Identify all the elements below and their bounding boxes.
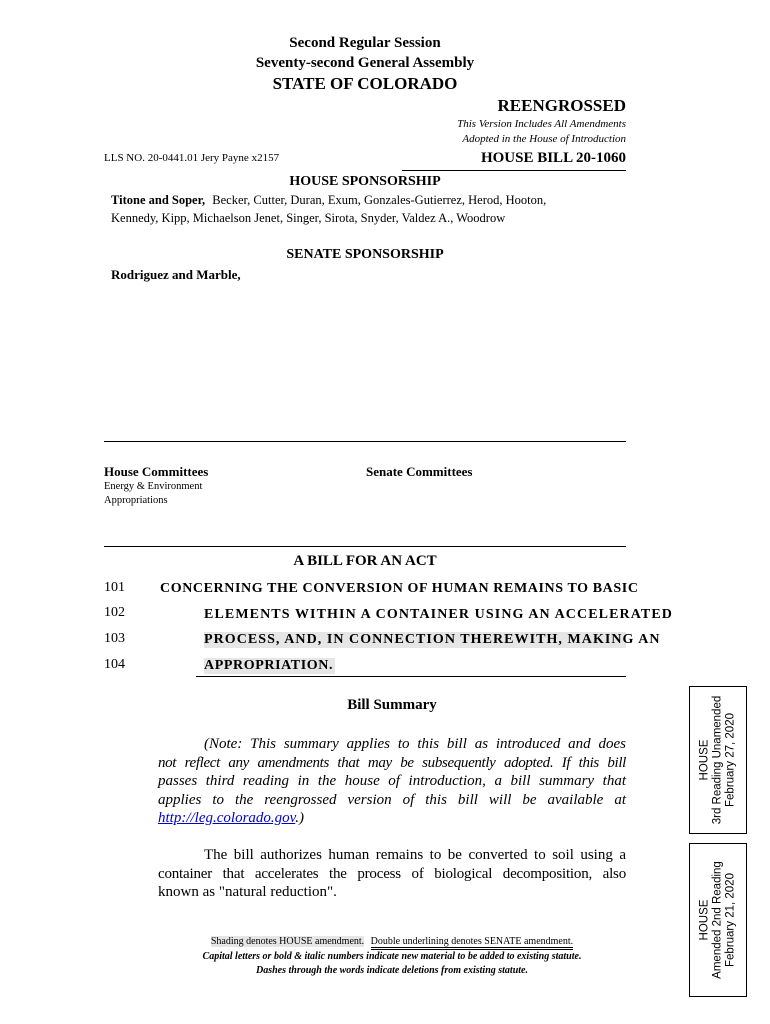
shading-note: Shading denotes HOUSE amendment. [210,936,365,947]
committees-top-rule [104,441,626,442]
stamp-date: February 21, 2020 [724,873,737,967]
senate-sponsorship-title: SENATE SPONSORSHIP [286,247,444,262]
bill-title-rule [196,676,626,677]
title-line: ELEMENTS WITHIN A CONTAINER USING AN ACCELERATED [204,607,674,622]
line-number: 102 [104,605,125,620]
summary-body [158,846,626,902]
bill-number: HOUSE BILL 20-1060 [480,150,626,166]
committees-bottom-rule [104,546,626,547]
house-cosponsors-line1: Becker, Cutter, Duran, Exum, Gonzales-Gutierrez, Herod, Hooton, [212,193,547,207]
stamp-chamber: HOUSE [698,739,711,781]
line-number: 101 [104,580,125,595]
stamp-chamber: HOUSE [698,899,711,941]
title-line: PROCESS, AND, IN CONNECTION THEREWITH, MAKING AN [204,632,661,647]
house-committees-title: House Committees [104,464,209,479]
summary-title: Bill Summary [347,697,437,713]
assembly-title: Seventy-second General Assembly [255,55,475,71]
summary-note-line: not reflect any amendments that may be subsequently adopted. If this bill [158,754,626,771]
title-line: CONCERNING THE CONVERSION OF HUMAN REMAINS TO BASIC [160,581,639,596]
title-line: APPROPRIATION. [204,658,334,673]
house-third-reading-stamp [689,686,747,834]
bill-status: REENGROSSED [497,96,626,115]
summary-body-line: container that accelerates the process of biological decomposition, also [158,865,626,882]
house-sponsorship-title: HOUSE SPONSORSHIP [289,174,441,189]
line-number: 104 [104,657,125,672]
session-title: Second Regular Session [289,35,441,51]
summary-note-line: passes third reading in the house of introduction, a bill summary that [158,773,626,789]
house-committee-item: Appropriations [104,495,168,506]
stamp-date: February 27, 2020 [724,713,737,807]
stamp-text [699,696,738,825]
stamp-action: Amended 2nd Reading [711,861,724,979]
stamp-text [699,861,738,979]
lls-number: LLS NO. 20-0441.01 Jery Payne x2157 [104,152,280,164]
summary-note [158,735,626,828]
stamp-action: 3rd Reading Unamended [711,695,724,825]
line-number: 103 [104,631,125,646]
underline-note: Double underlining denotes SENATE amendment. [371,936,573,950]
state-title: STATE OF COLORADO [272,74,458,93]
version-note-2: Adopted in the House of Introduction [462,133,626,145]
header-rule [402,170,626,171]
capital-letters-note: Capital letters or bold & italic numbers indicate new material to be added to existing statute. [202,951,582,962]
house-committee-item: Energy & Environment [104,481,203,492]
house-primary-sponsors: Titone and Soper, [111,193,206,207]
bill-heading: A BILL FOR AN ACT [293,553,437,569]
senate-primary-sponsors: Rodriguez and Marble, [111,267,241,282]
senate-committees-title: Senate Committees [366,464,473,479]
dashes-note: Dashes through the words indicate deletions from existing statute. [256,965,528,976]
summary-note-line: applies to the reengrossed version of this bill will be available at [158,791,626,808]
summary-note-line: (Note: This summary applies to this bill as introduced and does [204,736,626,752]
version-note-1: This Version Includes All Amendments [457,118,626,130]
leg-colorado-link[interactable]: http://leg.colorado.gov [158,810,296,826]
summary-body-line: known as "natural reduction". [158,884,337,900]
house-second-reading-stamp [689,843,747,997]
summary-body-line: The bill authorizes human remains to be converted to soil using a [204,847,626,863]
summary-note-last-line [158,809,626,828]
amendment-legend [104,936,680,947]
house-sponsors [111,193,546,208]
summary-note-end: .) [295,810,304,826]
house-cosponsors-line2: Kennedy, Kipp, Michaelson Jenet, Singer, Sirota, Snyder, Valdez A., Woodrow [111,211,506,225]
